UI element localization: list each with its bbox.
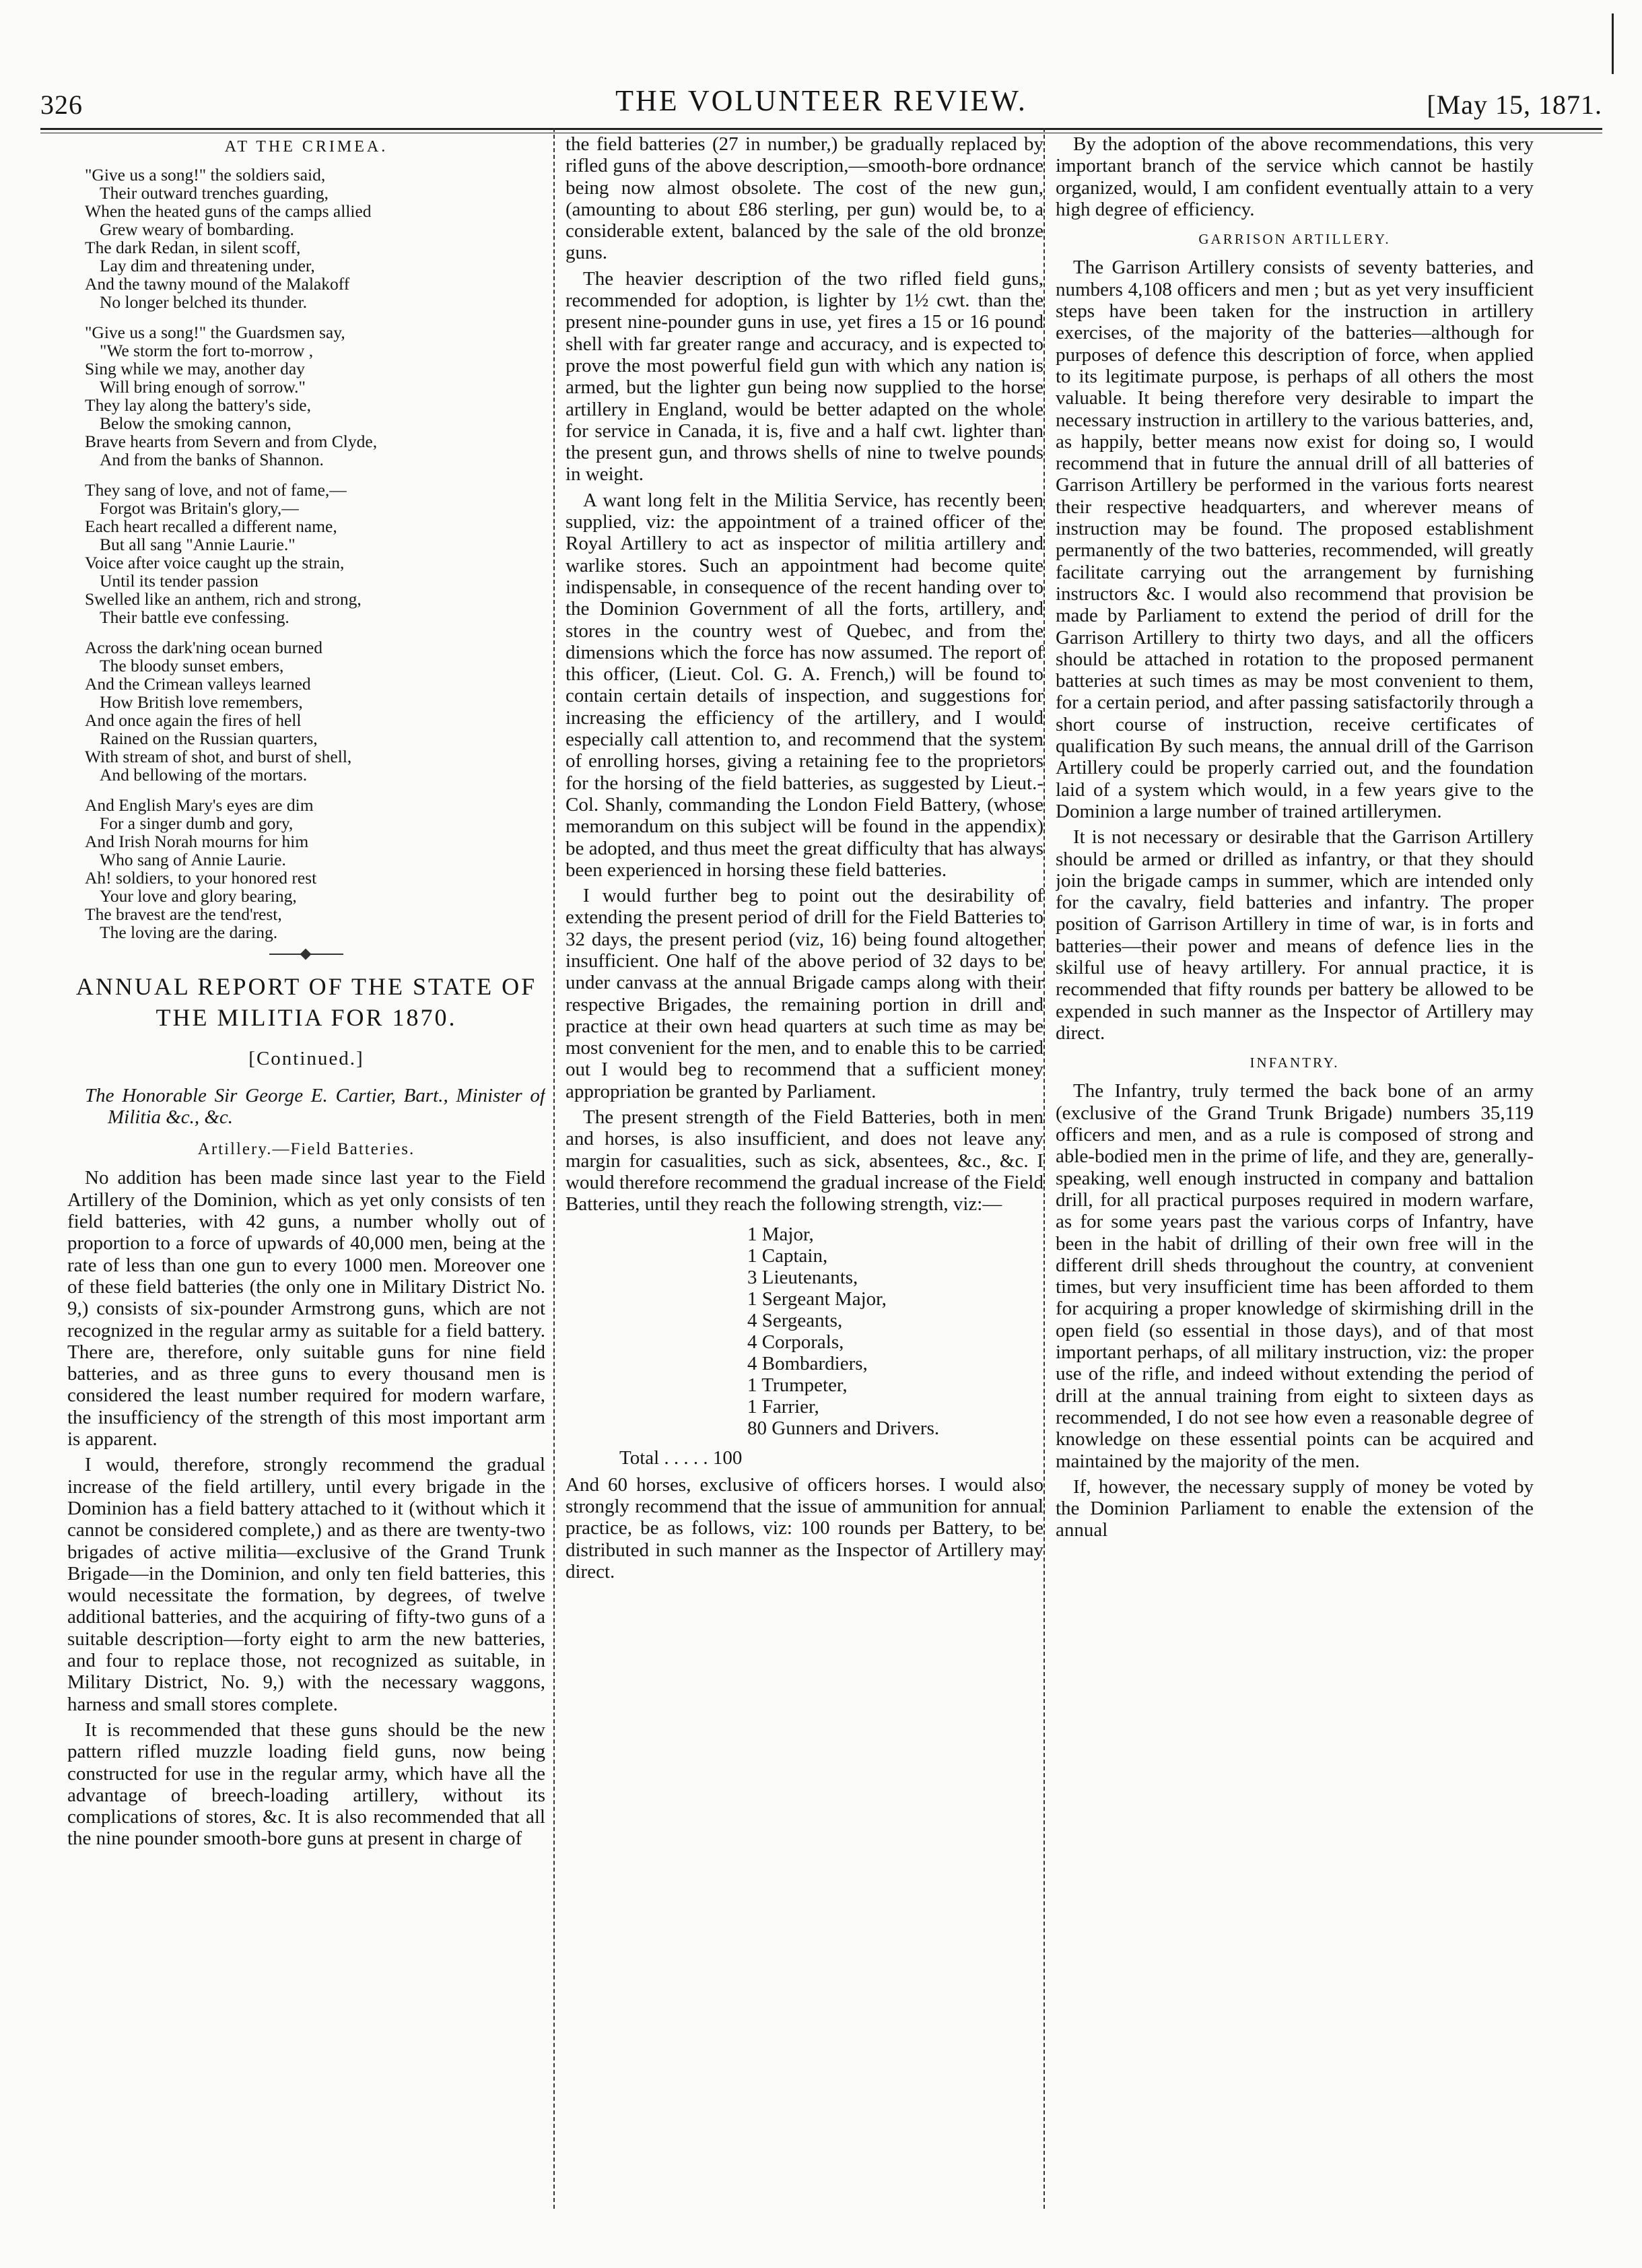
poem-line: And the tawny mound of the Malakoff <box>85 274 350 294</box>
strength-list-item: 4 Bombardiers, <box>747 1352 868 1374</box>
poem-line: The bravest are the tend'rest, <box>85 904 282 925</box>
poem-line: The loving are the daring. <box>100 923 278 943</box>
poem-body <box>67 166 545 941</box>
poem-stanza <box>67 796 545 941</box>
poem-line: Sing while we may, another day <box>85 359 305 379</box>
section-divider <box>269 954 343 955</box>
poem-stanza <box>67 323 545 469</box>
col3-body-b <box>1056 257 1534 1044</box>
paragraph: I would further beg to point out the desirability of extending the present period of drill for the Field Batteries to 32 days, the present period (viz, 16) being found altogether insufficient. One half of the above period of 32 days to be under canvass at the annual Brigade camps along with their respective Brigades, the remaining portion in drill and practice at their own head quarters at such time as may be most convenient for the men, and to enable this to be carried out I would beg to recommend that a sufficient money appropriation be granted by Parliament. <box>566 885 1044 1102</box>
poem-line: Each heart recalled a different name, <box>85 516 337 537</box>
poem-title: AT THE CRIMEA. <box>224 138 388 156</box>
poem-line: Rained on the Russian quarters, <box>100 729 318 749</box>
poem-line: And once again the fires of hell <box>85 710 302 731</box>
section-heading-infantry: INFANTRY. <box>1250 1055 1340 1071</box>
paragraph: By the adoption of the above recommendations, this very important branch of the service which cannot be hastily organized, would, I am confident eventually attain to a very high degree of efficiency. <box>1056 133 1534 220</box>
paragraph: The Garrison Artillery consists of seventy batteries, and numbers 4,108 officers and men ; but as yet very insufficient steps have been taken for the instruction in artillery exercises, of the majority of the batteries—although for purposes of defence this description of force, when applied to its legitimate purpose, is perhaps of all others the most valuable. It being therefore very desirable to impart the necessary instruction in artillery to the various batteries, and, as happily, better means now exist for doing so, I would recommend that in future the annual drill of all batteries of Garrison Artillery be performed in the various forts nearest their respective headquarters, and wherever means of instruction may be found. The proposed establishment permanently of the two batteries, recommended, will greatly facilitate carrying out the arrangement by furnishing instructors &c. I would also recommend that provision be made by Parliament to extend the period of drill for the Garrison Artillery to thirty two days, and all the officers should be attached in rotation to the proposed permanent batteries at such times as may be most convenient to them, for a certain period, and after passing satisfactorily through a short course of instruction, receive certificates of qualification By such means, the annual drill of the Garrison Artillery could be properly carried out, and the foundation laid of a system which would, in a few years give to the Dominion a large number of trained artillerymen. <box>1056 257 1534 822</box>
poem-line: Their outward trenches guarding, <box>100 183 329 203</box>
section-heading-garrison: GARRISON ARTILLERY. <box>1198 231 1391 248</box>
strength-list-item: 1 Sergeant Major, <box>747 1288 887 1310</box>
poem-line: Below the smoking cannon, <box>100 413 292 434</box>
poem-line: And Irish Norah mourns for him <box>85 832 309 852</box>
poem-line: But all sang "Annie Laurie." <box>100 535 296 555</box>
paragraph: The heavier description of the two rifled field guns, recommended for adoption, is lighter by 1½ cwt. than the present nine-pounder guns in use, yet fires a 15 or 16 pound shell with far greater range and accuracy, and is expected to prove the most powerful field gun with which any nation is armed, but the lighter gun being now supplied to the horse artillery in England, would be better adapted on the whole for service in Canada, it is, five and a half cwt. lighter than the present gun, and throws shells of nine to twelve pounds in weight. <box>566 267 1044 486</box>
paragraph: The Infantry, truly termed the back bone of an army (exclusive of the Grand Trunk Brigade) numbers 35,119 officers and men, and as a rule is composed of strong and able-bodied men in the prime of life, and they are, generally-speaking, well enough instructed in company and battalion drill, for all practical purposes required in modern warfare, as for some years past the various corps of Infantry, have been in the habit of drilling of their own free will in the different drill sheds throughout the country, at convenient times, but very insufficient time has been afforded to them for acquiring a proper knowledge of skirmishing drill in the open field (so essential in those days), and of that most important perhaps, of all military instruction, viz: the proper use of the rifle, and indeed without extending the period of drill at the annual training from eight to sixteen days as recommended, I do not see how even a reasonable degree of knowledge on these essential points can be acquired and maintained by the majority of the men. <box>1056 1080 1534 1472</box>
poem-line: And English Mary's eyes are dim <box>85 795 314 815</box>
poem-line: They lay along the battery's side, <box>85 395 311 415</box>
poem-line: "We storm the fort to-morrow , <box>100 341 314 361</box>
paragraph: If, however, the necessary supply of money be voted by the Dominion Parliament to enable the extension of the annual <box>1056 1475 1534 1541</box>
poem-line: Will bring enough of sorrow." <box>100 377 306 397</box>
paragraph: I would, therefore, strongly recommend the gradual increase of the field artillery, until every brigade in the Dominion has a field battery attached to it (without which it cannot be considered complete,) and as there are twenty-two brigades of active militia—exclusive of the Grand Trunk Brigade—in the Dominion, and only ten field batteries, this would necessitate the formation, by degrees, of twelve additional batteries, and the acquiring of fifty-two guns of a suitable description—forty eight to arm the new batteries, and four to replace those, not recognized as suitable, in Military District, No. 9,) with the necessary waggons, harness and small stores complete. <box>67 1454 545 1715</box>
paragraph: No addition has been made since last year to the Field Artillery of the Dominion, which as yet only consists of ten field batteries, with 42 guns, a number wholly out of proportion to a force of upwards of 40,000 men, being at the rate of less than one gun to every 1000 men. Moreover one of these field batteries (the only one in Military District No. 9,) consists of six-pounder Armstrong guns, which are not recognized in the regular army as suitable for a field battery. There are, therefore, only suitable guns for nine field batteries, and as three guns to every thousand men is considered the least number required for modern warfare, the insufficiency of the strength of this most important arm is apparent. <box>67 1167 545 1450</box>
paragraph: The present strength of the Field Batteries, both in men and horses, is also insufficient, and does not leave any margin for casualities, such as sick, absentees, &c., &c. I would therefore recommend the gradual increase of the Field Batteries, until they reach the following strength, viz:— <box>566 1106 1044 1215</box>
addressee: The Honorable Sir George E. Cartier, Bart., Minister of Militia &c., &c. <box>85 1084 545 1128</box>
strength-list-item: 1 Captain, <box>747 1244 828 1267</box>
poem-line: "Give us a song!" the Guardsmen say, <box>85 323 345 343</box>
poem-line: Voice after voice caught up the strain, <box>85 553 345 573</box>
paragraph: It is not necessary or desirable that the Garrison Artillery should be armed or drilled as infantry, or that they should join the brigade camps in summer, which are intended only for the cavalry, field batteries and infantry. The proper position of Garrison Artillery in time of war, is in forts and batteries—their power and means of defence lies in the skilful use of heavy artillery. For annual practice, it is recommended that fifty rounds per battery be allowed to be expended in such manner as the Inspector of Artillery may direct. <box>1056 826 1534 1044</box>
report-title <box>67 971 545 1033</box>
col3-body-a <box>1056 133 1534 220</box>
paragraph: It is recommended that these guns should be the new pattern rifled muzzle loading field guns, now being constructed for use in the regular army, which have all the advantage of breech-loading artillery, without its complications of stores, &c. It is also recommended that all the nine pounder smooth-bore guns at present in charge of <box>67 1719 545 1850</box>
poem-stanza <box>67 638 545 784</box>
poem-line: The dark Redan, in silent scoff, <box>85 238 301 258</box>
poem-stanza <box>67 166 545 311</box>
poem-line: No longer belched its thunder. <box>100 292 308 312</box>
battery-strength-list <box>566 1224 1044 1439</box>
strength-list-item: 1 Major, <box>747 1223 814 1245</box>
poem-line: The bloody sunset embers, <box>100 656 284 676</box>
poem-line: Brave hearts from Severn and from Clyde, <box>85 432 378 452</box>
poem-line: Forgot was Britain's glory,— <box>100 498 299 519</box>
col1-body <box>67 1167 545 1849</box>
paragraph: A want long felt in the Militia Service, has recently been supplied, viz: the appointment of a trained officer of the Royal Artillery to act as inspector of militia artillery and warlike stores. Such an appointment had become quite indispensable, in consequence of the recent handing over to the Dominion Government of all the forts, artillery, and stores in the country west of Quebec, and from the dimensions which the force has now assumed. The report of this officer, (Lieut. Col. G. A. French,) will be found to contain certain details of inspection, and suggestions for increasing the efficiency of the artillery, and I would especially call attention to, and recommend that the system of enrolling horses, giving a retaining fee to the proprietors for the horsing of the field batteries, as suggested by Lieut.-Col. Shanly, commanding the London Field Battery, (whose memorandum on this subject will be found in the appendix) be adopted, and thus meet the great difficulty that has always been experienced in horsing these field batteries. <box>566 489 1044 881</box>
continued-label: [Continued.] <box>248 1048 364 1070</box>
poem-line: With stream of shot, and burst of shell, <box>85 747 352 767</box>
strength-total: Total . . . . . 100 <box>619 1446 743 1469</box>
edge-mark <box>1612 13 1614 74</box>
paragraph: And 60 horses, exclusive of officers horses. I would also strongly recommend that the issue of ammunition for annual practice, be as follows, viz: 100 rounds per Battery, to be distributed in such manner as the Inspector of Artillery may direct. <box>566 1473 1044 1583</box>
poem-line: Who sang of Annie Laurie. <box>100 850 286 870</box>
page-number: 326 <box>40 90 83 120</box>
poem-line: When the heated guns of the camps allied <box>85 201 372 222</box>
report-title-line-1: ANNUAL REPORT OF THE STATE OF <box>75 973 537 1001</box>
strength-list-item: 1 Trumpeter, <box>747 1374 848 1396</box>
col3-body-c <box>1056 1080 1534 1541</box>
column-1 <box>67 133 545 2214</box>
poem-line: Lay dim and threatening under, <box>100 256 315 276</box>
column-2 <box>566 133 1044 2214</box>
strength-list-item: 1 Farrier, <box>747 1395 819 1418</box>
issue-date: [May 15, 1871. <box>1427 90 1602 120</box>
poem-line: They sang of love, and not of fame,— <box>85 480 347 500</box>
strength-list-item: 80 Gunners and Drivers. <box>747 1417 940 1439</box>
paragraph: the field batteries (27 in number,) be gradually replaced by rifled guns of the above description,—smooth-bore ordnance being now almost obsolete. The cost of the new gun, (amounting to about £86 sterling, per gun) would be, to a considerable extent, balanced by the sale of the old bronze guns. <box>566 133 1044 264</box>
col2-body-b <box>566 1474 1044 1582</box>
poem-line: Swelled like an anthem, rich and strong, <box>85 589 362 609</box>
poem-line: And from the banks of Shannon. <box>100 450 324 470</box>
poem-line: Ah! soldiers, to your honored rest <box>85 868 317 888</box>
column-rule-1 <box>553 128 555 2209</box>
poem-stanza <box>67 481 545 626</box>
poem-line: For a singer dumb and gory, <box>100 813 294 834</box>
header-rule <box>40 128 1602 130</box>
poem-line: Across the dark'ning ocean burned <box>85 638 322 658</box>
poem-line: Until its tender passion <box>100 571 259 591</box>
section-heading-field-batteries: Artillery.—Field Batteries. <box>197 1140 415 1159</box>
page-header <box>40 79 1602 127</box>
report-title-line-2: THE MILITIA FOR 1870. <box>156 1004 457 1032</box>
poem-line: And the Crimean valleys learned <box>85 674 311 694</box>
poem-line: How British love remembers, <box>100 692 303 712</box>
poem-line: And bellowing of the mortars. <box>100 765 308 785</box>
poem-line: Your love and glory bearing, <box>100 886 297 906</box>
strength-list-item: 4 Sergeants, <box>747 1309 843 1331</box>
poem-line: Grew weary of bombarding. <box>100 220 294 240</box>
col2-body-a <box>566 133 1044 1215</box>
poem-line: Their battle eve confessing. <box>100 607 289 628</box>
strength-list-item: 4 Corporals, <box>747 1331 844 1353</box>
poem-line: "Give us a song!" the soldiers said, <box>85 165 326 185</box>
column-rule-2 <box>1044 128 1045 2209</box>
publication-title: THE VOLUNTEER REVIEW. <box>615 84 1027 117</box>
column-3 <box>1056 133 1534 2214</box>
strength-list-item: 3 Lieutenants, <box>747 1266 858 1288</box>
